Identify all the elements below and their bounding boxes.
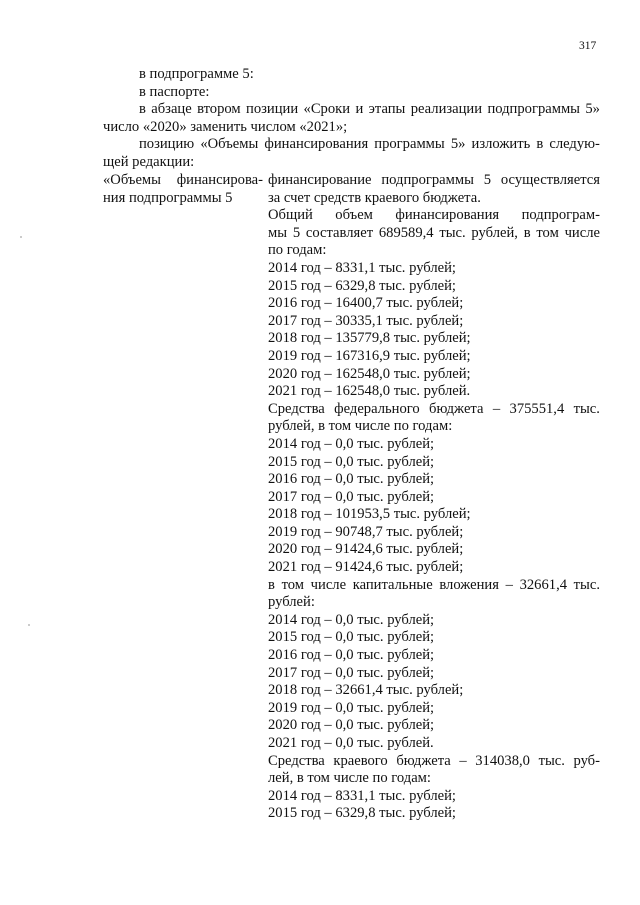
word: 5	[483, 172, 492, 188]
word: «Объемы	[200, 136, 259, 153]
year-amount-line: 2018 год – 135779,8 тыс. рублей;	[268, 330, 471, 347]
word: руб-	[573, 752, 600, 769]
word: 5»	[585, 101, 600, 118]
word: краевого	[333, 752, 388, 769]
year-amount-line: 2015 год – 0,0 тыс. рублей;	[268, 629, 435, 646]
word: 689589,4	[378, 224, 434, 241]
year-amount-line: 2019 год – 90748,7 тыс. рублей;	[268, 523, 464, 540]
year-amount-line: 2021 год – 91424,6 тыс. рублей;	[268, 559, 464, 576]
year-amount-line: 2014 год – 8331,1 тыс. рублей;	[268, 787, 456, 804]
scan-mark	[28, 624, 30, 626]
total-amount-line-2	[268, 225, 600, 243]
year-amount-line: 2019 год – 167316,9 тыс. рублей;	[268, 347, 471, 364]
word: в	[536, 136, 544, 153]
capital-years-list	[268, 612, 600, 753]
year-amount-line: 2016 год – 0,0 тыс. рублей;	[268, 647, 435, 664]
year-amount-line: 2015 год – 6329,8 тыс. рублей;	[268, 805, 456, 822]
word: 32661,4	[519, 576, 568, 593]
year-amount-line: 2017 год – 0,0 тыс. рублей;	[268, 488, 435, 505]
word: и	[355, 101, 364, 118]
word: финансирование	[268, 172, 372, 188]
intro-line-5	[103, 136, 600, 154]
word: финансирования	[395, 207, 500, 224]
word: «Сроки	[303, 101, 351, 118]
regional-budget-line-1	[268, 753, 600, 771]
funding-source-line-2: за счет средств краевого бюджета.	[268, 189, 481, 206]
position-label-line-1	[103, 172, 263, 190]
year-amount-line: 2021 год – 0,0 тыс. рублей.	[268, 735, 434, 751]
total-years-list	[268, 260, 600, 401]
word: тыс.	[573, 576, 600, 593]
word: –	[459, 752, 467, 769]
word: «Объемы	[103, 172, 161, 188]
year-amount-line: 2015 год – 6329,8 тыс. рублей;	[268, 277, 456, 294]
word: тыс.	[439, 224, 466, 241]
year-amount-line: 2018 год – 101953,5 тыс. рублей;	[268, 506, 471, 523]
year-amount-line: 2020 год – 91424,6 тыс. рублей;	[268, 541, 464, 558]
capital-investment-line-2: рублей:	[268, 594, 315, 611]
position-label	[103, 172, 263, 207]
word: Средства	[268, 400, 325, 417]
year-amount-line: 2014 год – 0,0 тыс. рублей;	[268, 611, 435, 628]
federal-budget-line-1	[268, 401, 600, 419]
word: реализации	[410, 101, 483, 118]
funding-source-line-1	[268, 172, 600, 190]
word: финансирования	[264, 136, 369, 153]
word: подпрограм-	[521, 207, 600, 224]
position-label-line-2: ния подпрограммы 5	[103, 189, 233, 206]
year-amount-line: 2014 год – 0,0 тыс. рублей;	[268, 435, 435, 452]
word: капитальные	[352, 576, 433, 593]
word: –	[492, 400, 501, 417]
word: объем	[335, 207, 373, 224]
word: том	[536, 224, 559, 241]
year-amount-line: 2020 год – 162548,0 тыс. рублей;	[268, 365, 471, 382]
word: в	[139, 101, 146, 118]
word: абзаце	[151, 101, 192, 118]
word: вложения	[439, 576, 499, 593]
word: 314038,0	[475, 752, 530, 769]
federal-budget-line-2: рублей, в том числе по годам:	[268, 418, 453, 435]
intro-line-1: в подпрограмме 5:	[139, 66, 254, 82]
year-amount-line: 2020 год – 0,0 тыс. рублей;	[268, 717, 435, 734]
year-amount-line: 2015 год – 0,0 тыс. рублей;	[268, 453, 435, 470]
word: изложить	[471, 136, 531, 153]
word: втором	[197, 101, 241, 118]
year-amount-line: 2018 год – 32661,4 тыс. рублей;	[268, 682, 464, 699]
word: позицию	[139, 136, 195, 153]
capital-investment-line-1	[268, 577, 600, 595]
year-amount-line: 2019 год – 0,0 тыс. рублей;	[268, 699, 435, 716]
word: –	[505, 576, 513, 593]
word: финансирова-	[176, 172, 263, 188]
word: подпрограммы	[381, 172, 474, 188]
intro-block	[103, 66, 600, 172]
regional-years-list	[268, 788, 600, 823]
word: подпрограммы	[487, 101, 580, 118]
word: федерального	[334, 400, 420, 417]
federal-years-list	[268, 436, 600, 577]
word: в	[523, 224, 531, 241]
word: осуществляется	[500, 172, 600, 188]
word: числе	[310, 576, 347, 593]
word: бюджета	[429, 400, 484, 417]
year-amount-line: 2014 год – 8331,1 тыс. рублей;	[268, 259, 456, 276]
total-amount-line-1	[268, 207, 600, 225]
word: рублей,	[471, 224, 518, 241]
word: Средства	[268, 752, 325, 769]
word: следую-	[549, 136, 600, 153]
intro-line-3	[103, 101, 600, 119]
year-amount-line: 2017 год – 0,0 тыс. рублей;	[268, 664, 435, 681]
word: тыс.	[573, 400, 600, 417]
year-amount-line: 2016 год – 0,0 тыс. рублей;	[268, 471, 435, 488]
word: тыс.	[538, 752, 565, 769]
position-content	[268, 172, 600, 823]
intro-line-6: щей редакции:	[103, 153, 195, 170]
word: позиции	[246, 101, 299, 118]
word: мы	[268, 224, 288, 241]
word: бюджета	[396, 752, 451, 769]
word: программы	[374, 136, 445, 153]
year-amount-line: 2016 год – 16400,7 тыс. рублей;	[268, 295, 464, 312]
word: 5	[292, 224, 301, 241]
word: 375551,4	[509, 400, 565, 417]
word: Общий	[268, 207, 313, 224]
word: составляет	[305, 224, 374, 241]
year-amount-line: 2021 год – 162548,0 тыс. рублей.	[268, 383, 471, 400]
scan-mark	[20, 236, 22, 238]
word: в	[268, 576, 275, 593]
intro-line-2: в паспорте:	[139, 83, 210, 100]
regional-budget-line-2: лей, в том числе по годам:	[268, 770, 431, 787]
word: этапы	[368, 101, 406, 118]
year-amount-line: 2017 год – 30335,1 тыс. рублей;	[268, 312, 464, 329]
total-amount-line-3: по годам:	[268, 242, 327, 259]
word: 5»	[450, 136, 466, 153]
word: том	[281, 576, 305, 593]
intro-line-4: число «2020» заменить числом «2021»;	[103, 118, 348, 135]
word: числе	[564, 224, 600, 241]
page-number: 317	[579, 40, 597, 52]
